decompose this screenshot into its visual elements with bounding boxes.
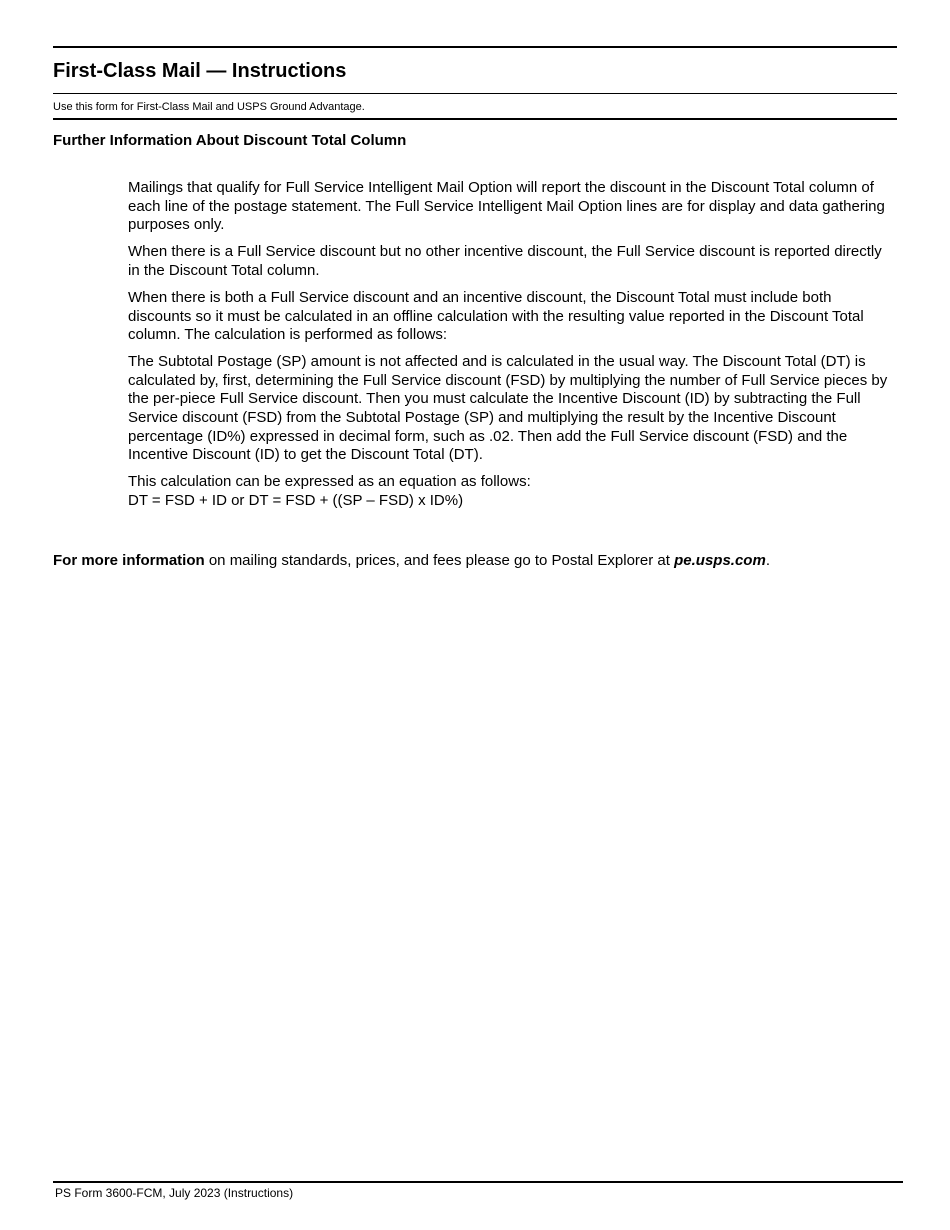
top-rule <box>53 46 897 48</box>
more-info-lead: For more information <box>53 552 205 569</box>
paragraph-calculation: The Subtotal Postage (SP) amount is not affected and is calculated in the usual way. The Discount Total (DT) is calculated by, first, determining the Full Service discount (FSD) by multiplying the number of Full Service pieces by the per-piece Full Service discount. Then you must calculate the Incentive Discount (ID) by subtracting the Full Service discount (FSD) from the Subtotal Postage (SP) and multiplying the result by the Incentive Discount percentage (ID%) expressed in decimal form, such as .02. Then add the Full Service discount (FSD) and the Incentive Discount (ID) to get the Discount Total (DT). <box>128 353 888 464</box>
footer-rule <box>53 1181 903 1183</box>
paragraph-full-service-option: Mailings that qualify for Full Service Intelligent Mail Option will report the discount in the Discount Total column of each line of the postage statement. The Full Service Intelligent Mail Option lines are for display and data gathering purposes only. <box>128 179 885 234</box>
section-body <box>128 179 893 511</box>
paragraph-full-service-only: When there is a Full Service discount but no other incentive discount, the Full Service discount is reported directly in the Discount Total column. <box>128 243 882 279</box>
page-title: First-Class Mail — Instructions <box>53 60 347 82</box>
footer-form-label: PS Form 3600-FCM, July 2023 (Instructions) <box>55 1186 294 1200</box>
title-divider <box>53 93 897 94</box>
page-subtitle: Use this form for First-Class Mail and USPS Ground Advantage. <box>53 101 365 113</box>
postal-explorer-link[interactable]: pe.usps.com <box>674 552 766 569</box>
equation: DT = FSD + ID or DT = FSD + ((SP – FSD) x ID%) <box>128 491 464 509</box>
header-divider <box>53 118 897 120</box>
more-info-end: . <box>765 552 770 569</box>
more-info-text: on mailing standards, prices, and fees please go to Postal Explorer at <box>204 552 675 569</box>
paragraph-both-discounts: When there is both a Full Service discount and an incentive discount, the Discount Total must include both discounts so it must be calculated in an offline calculation with the resulting value reported in the Discount Total column. The calculation is performed as follows: <box>128 288 864 344</box>
more-information-line <box>53 552 770 570</box>
section-heading: Further Information About Discount Total Column <box>53 132 407 149</box>
paragraph-equation-intro: This calculation can be expressed as an equation as follows: <box>128 473 531 491</box>
